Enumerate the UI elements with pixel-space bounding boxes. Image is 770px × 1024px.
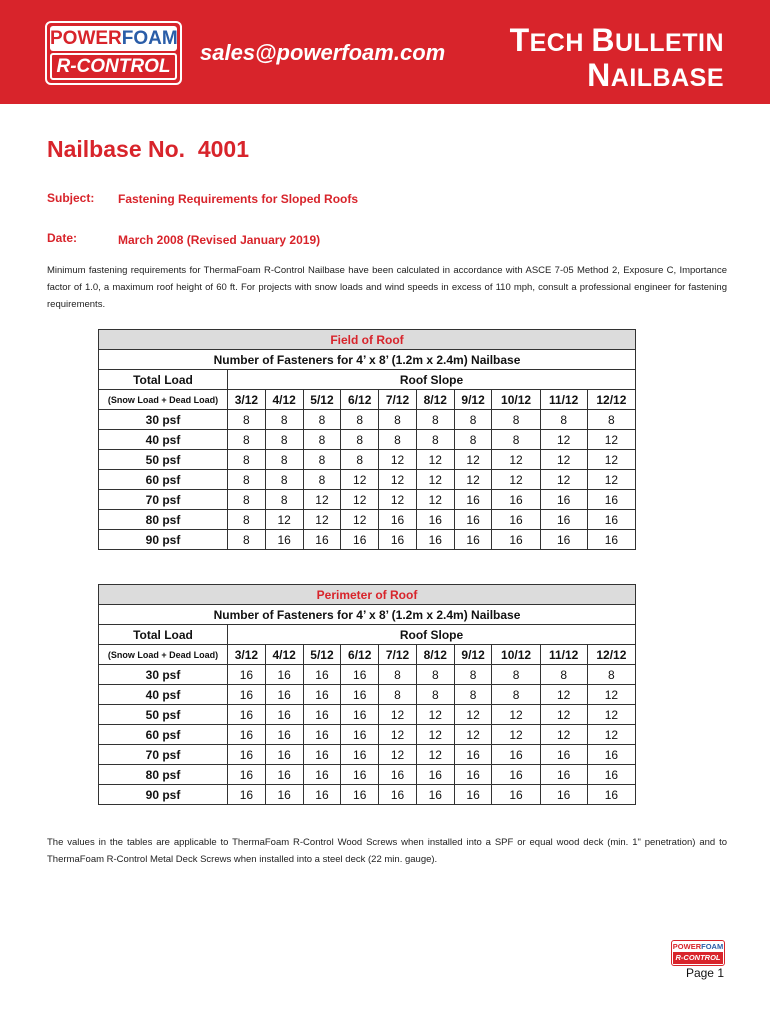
caption-row xyxy=(99,585,636,605)
fastener-count-cell: 12 xyxy=(303,490,341,510)
fastener-count-cell: 8 xyxy=(228,510,266,530)
table-row xyxy=(99,785,636,805)
fastener-count-cell: 12 xyxy=(416,745,454,765)
fastener-count-cell: 16 xyxy=(540,765,587,785)
group-header-row xyxy=(99,625,636,645)
fastener-count-cell: 8 xyxy=(416,410,454,430)
slope-header-cell: 12/12 xyxy=(587,390,635,410)
slope-header-cell: 3/12 xyxy=(228,390,266,410)
fastener-count-cell: 16 xyxy=(492,490,540,510)
footer-logo-power: POWER xyxy=(672,942,702,951)
load-cell: 50 psf xyxy=(99,450,228,470)
date-value: March 2008 (Revised January 2019) xyxy=(118,233,321,247)
fastener-count-cell: 8 xyxy=(379,410,417,430)
perimeter-of-roof-table xyxy=(98,584,636,805)
fastener-count-cell: 16 xyxy=(228,785,266,805)
fastener-count-cell: 16 xyxy=(540,785,587,805)
load-cell: 70 psf xyxy=(99,490,228,510)
table-row xyxy=(99,510,636,530)
fastener-count-cell: 8 xyxy=(228,470,266,490)
table-row xyxy=(99,685,636,705)
fastener-count-cell: 12 xyxy=(587,685,635,705)
slope-header-cell: 3/12 xyxy=(228,645,266,665)
fastener-count-cell: 8 xyxy=(540,410,587,430)
fastener-count-cell: 8 xyxy=(454,430,492,450)
fastener-count-cell: 8 xyxy=(341,410,379,430)
fastener-count-cell: 12 xyxy=(416,450,454,470)
fastener-count-cell: 16 xyxy=(379,785,417,805)
slope-header-cell: 9/12 xyxy=(454,645,492,665)
slope-header-cell: 4/12 xyxy=(265,390,303,410)
fastener-count-cell: 8 xyxy=(416,685,454,705)
fastener-count-cell: 16 xyxy=(587,745,635,765)
field-of-roof-table xyxy=(98,329,636,550)
fastener-count-cell: 12 xyxy=(492,705,540,725)
slope-header-cell: 11/12 xyxy=(540,645,587,665)
fastener-count-cell: 16 xyxy=(303,745,341,765)
fastener-count-cell: 16 xyxy=(540,490,587,510)
fastener-count-cell: 8 xyxy=(228,450,266,470)
fastener-count-cell: 8 xyxy=(228,430,266,450)
fastener-count-cell: 12 xyxy=(379,745,417,765)
table-subtitle: Number of Fasteners for 4’ x 8’ (1.2m x 2.4m) Nailbase xyxy=(99,350,636,370)
table-row xyxy=(99,745,636,765)
fastener-count-cell: 8 xyxy=(492,665,540,685)
powerfoam-logo[interactable] xyxy=(45,21,182,85)
load-cell: 90 psf xyxy=(99,530,228,550)
fastener-count-cell: 16 xyxy=(341,765,379,785)
fastener-count-cell: 16 xyxy=(265,725,303,745)
table-row xyxy=(99,665,636,685)
fastener-count-cell: 16 xyxy=(341,725,379,745)
load-cell: 70 psf xyxy=(99,745,228,765)
fastener-count-cell: 16 xyxy=(492,765,540,785)
fastener-count-cell: 16 xyxy=(492,530,540,550)
fastener-count-cell: 12 xyxy=(492,725,540,745)
roof-slope-header: Roof Slope xyxy=(228,370,636,390)
total-load-header: Total Load xyxy=(99,625,228,645)
fastener-count-cell: 12 xyxy=(416,725,454,745)
fastener-count-cell: 8 xyxy=(265,470,303,490)
fastener-count-cell: 16 xyxy=(416,530,454,550)
bulletin-letter: T xyxy=(509,22,530,58)
bulletin-line-2 xyxy=(510,59,724,94)
fastener-count-cell: 16 xyxy=(454,490,492,510)
fastener-count-cell: 16 xyxy=(587,510,635,530)
table-row xyxy=(99,430,636,450)
fastener-count-cell: 12 xyxy=(341,470,379,490)
table-row xyxy=(99,765,636,785)
logo-foam: FOAM xyxy=(121,28,178,49)
slope-header-cell: 6/12 xyxy=(341,390,379,410)
fastener-count-cell: 8 xyxy=(416,665,454,685)
fastener-count-cell: 16 xyxy=(341,530,379,550)
fastener-count-cell: 16 xyxy=(265,765,303,785)
fastener-count-cell: 16 xyxy=(303,530,341,550)
fastener-count-cell: 16 xyxy=(379,765,417,785)
fastener-count-cell: 8 xyxy=(228,530,266,550)
roof-slope-header: Roof Slope xyxy=(228,625,636,645)
slope-header-cell: 7/12 xyxy=(379,645,417,665)
fastener-count-cell: 8 xyxy=(265,450,303,470)
header-banner xyxy=(0,0,770,104)
fastener-count-cell: 16 xyxy=(303,785,341,805)
fastener-count-cell: 16 xyxy=(454,765,492,785)
fastener-count-cell: 16 xyxy=(341,685,379,705)
fastener-count-cell: 8 xyxy=(379,665,417,685)
table-row xyxy=(99,530,636,550)
fastener-count-cell: 12 xyxy=(540,685,587,705)
slope-header-cell: 6/12 xyxy=(341,645,379,665)
bulletin-text: ECH xyxy=(529,29,592,57)
table-row xyxy=(99,450,636,470)
slope-header-cell: 7/12 xyxy=(379,390,417,410)
fastener-count-cell: 12 xyxy=(341,490,379,510)
load-cell: 30 psf xyxy=(99,665,228,685)
fastener-count-cell: 8 xyxy=(379,430,417,450)
fastener-count-cell: 16 xyxy=(228,725,266,745)
fastener-count-cell: 16 xyxy=(587,530,635,550)
fastener-count-cell: 12 xyxy=(379,450,417,470)
fastener-count-cell: 12 xyxy=(540,430,587,450)
fastener-count-cell: 16 xyxy=(416,510,454,530)
bulletin-text: AILBASE xyxy=(610,64,724,92)
fastener-count-cell: 16 xyxy=(265,530,303,550)
footer-logo xyxy=(671,940,725,966)
fastener-count-cell: 16 xyxy=(303,685,341,705)
fastener-count-cell: 16 xyxy=(587,765,635,785)
fastener-count-cell: 16 xyxy=(228,765,266,785)
table-row xyxy=(99,410,636,430)
fastener-count-cell: 8 xyxy=(454,665,492,685)
table-caption: Perimeter of Roof xyxy=(99,585,636,605)
fastener-count-cell: 8 xyxy=(303,430,341,450)
fastener-count-cell: 16 xyxy=(228,665,266,685)
bulletin-text: ULLETIN xyxy=(614,29,724,57)
slope-header-cell: 11/12 xyxy=(540,390,587,410)
fastener-count-cell: 8 xyxy=(228,410,266,430)
fastener-count-cell: 12 xyxy=(379,470,417,490)
fastener-count-cell: 16 xyxy=(492,510,540,530)
fastener-count-cell: 12 xyxy=(587,430,635,450)
intro-paragraph: Minimum fastening requirements for ThermaFoam R-Control Nailbase have been calculated in accordance with ASCE 7-05 Method 2, Exposure C, Importance factor of 1.0, a maximum roof height of 60 ft. For projects with snow loads and wind speeds in excess of 110 mph, consult a professional engineer for fastening requirements. xyxy=(47,265,727,310)
fastener-count-cell: 8 xyxy=(492,685,540,705)
fastener-count-cell: 8 xyxy=(265,430,303,450)
fastener-count-cell: 12 xyxy=(303,510,341,530)
fastener-count-cell: 12 xyxy=(416,490,454,510)
load-cell: 60 psf xyxy=(99,470,228,490)
fastener-count-cell: 12 xyxy=(587,705,635,725)
table-subtitle: Number of Fasteners for 4’ x 8’ (1.2m x 2.4m) Nailbase xyxy=(99,605,636,625)
table-row xyxy=(99,490,636,510)
fastener-count-cell: 16 xyxy=(540,510,587,530)
fastener-count-cell: 8 xyxy=(454,685,492,705)
slope-header-cell: 5/12 xyxy=(303,645,341,665)
load-cell: 80 psf xyxy=(99,765,228,785)
fastener-count-cell: 12 xyxy=(379,725,417,745)
fastener-count-cell: 16 xyxy=(228,685,266,705)
date-label: Date: xyxy=(47,231,78,245)
load-note: (Snow Load + Dead Load) xyxy=(99,390,228,410)
fastener-count-cell: 16 xyxy=(540,745,587,765)
load-cell: 30 psf xyxy=(99,410,228,430)
fastener-count-cell: 8 xyxy=(341,430,379,450)
fastener-count-cell: 12 xyxy=(454,450,492,470)
slope-header-cell: 12/12 xyxy=(587,645,635,665)
total-load-header: Total Load xyxy=(99,370,228,390)
fastener-count-cell: 16 xyxy=(265,685,303,705)
fastener-count-cell: 8 xyxy=(379,685,417,705)
fastener-count-cell: 8 xyxy=(265,410,303,430)
fastener-count-cell: 8 xyxy=(228,490,266,510)
fastener-count-cell: 8 xyxy=(454,410,492,430)
fastener-count-cell: 16 xyxy=(303,725,341,745)
fastener-count-cell: 12 xyxy=(587,470,635,490)
slope-header-cell: 8/12 xyxy=(416,390,454,410)
fastener-count-cell: 12 xyxy=(540,705,587,725)
subtitle-row xyxy=(99,605,636,625)
fastener-count-cell: 12 xyxy=(540,725,587,745)
fastener-count-cell: 8 xyxy=(492,410,540,430)
subject-value: Fastening Requirements for Sloped Roofs xyxy=(118,192,359,206)
footer-logo-rcontrol: R-CONTROL xyxy=(673,952,723,964)
fastener-count-cell: 16 xyxy=(540,530,587,550)
fastener-count-cell: 16 xyxy=(454,530,492,550)
fastener-count-cell: 12 xyxy=(492,450,540,470)
fastener-count-cell: 16 xyxy=(341,705,379,725)
fastener-count-cell: 16 xyxy=(416,785,454,805)
load-cell: 90 psf xyxy=(99,785,228,805)
fastener-count-cell: 12 xyxy=(454,725,492,745)
group-header-row xyxy=(99,370,636,390)
fastener-count-cell: 12 xyxy=(540,450,587,470)
fastener-count-cell: 16 xyxy=(416,765,454,785)
load-cell: 40 psf xyxy=(99,685,228,705)
slope-header-cell: 8/12 xyxy=(416,645,454,665)
load-cell: 60 psf xyxy=(99,725,228,745)
slope-header-cell: 10/12 xyxy=(492,390,540,410)
logo-power: POWER xyxy=(50,28,122,49)
table-row xyxy=(99,725,636,745)
fastener-count-cell: 16 xyxy=(341,745,379,765)
fastener-count-cell: 8 xyxy=(587,410,635,430)
fastener-count-cell: 16 xyxy=(587,490,635,510)
fastener-count-cell: 16 xyxy=(228,705,266,725)
fastener-count-cell: 16 xyxy=(303,665,341,685)
fastener-count-cell: 8 xyxy=(416,430,454,450)
bulletin-line-1 xyxy=(510,24,724,59)
slope-header-cell: 9/12 xyxy=(454,390,492,410)
fastener-count-cell: 12 xyxy=(416,705,454,725)
tech-bulletin-heading xyxy=(510,24,724,94)
fastener-count-cell: 8 xyxy=(492,430,540,450)
fastener-count-cell: 8 xyxy=(303,470,341,490)
table-row xyxy=(99,705,636,725)
fastener-count-cell: 16 xyxy=(492,745,540,765)
fastener-count-cell: 12 xyxy=(492,470,540,490)
slope-header-cell: 5/12 xyxy=(303,390,341,410)
table-caption: Field of Roof xyxy=(99,330,636,350)
subtitle-row xyxy=(99,350,636,370)
fastener-count-cell: 12 xyxy=(265,510,303,530)
fastener-count-cell: 16 xyxy=(492,785,540,805)
subject-label: Subject: xyxy=(47,191,95,205)
footnote-paragraph: The values in the tables are applicable to ThermaFoam R-Control Wood Screws when installed into a SPF or equal wood deck (min. 1" penetration) and to ThermaFoam R-Control Metal Deck Screws when installed into a steel deck (22 min. gauge). xyxy=(47,837,727,865)
table-row xyxy=(99,470,636,490)
fastener-count-cell: 16 xyxy=(303,765,341,785)
fastener-count-cell: 16 xyxy=(341,665,379,685)
document-title: Nailbase No. 4001 xyxy=(47,136,249,162)
fastener-count-cell: 12 xyxy=(454,705,492,725)
fastener-count-cell: 16 xyxy=(265,665,303,685)
fastener-count-cell: 8 xyxy=(303,450,341,470)
fastener-count-cell: 16 xyxy=(303,705,341,725)
sales-email-link[interactable]: sales@powerfoam.com xyxy=(200,40,446,65)
fastener-count-cell: 8 xyxy=(265,490,303,510)
fastener-count-cell: 16 xyxy=(454,745,492,765)
load-cell: 50 psf xyxy=(99,705,228,725)
footer-logo-foam: FOAM xyxy=(701,942,724,951)
fastener-count-cell: 16 xyxy=(265,745,303,765)
fastener-count-cell: 16 xyxy=(454,785,492,805)
fastener-count-cell: 16 xyxy=(379,510,417,530)
fastener-count-cell: 16 xyxy=(587,785,635,805)
load-cell: 80 psf xyxy=(99,510,228,530)
load-note: (Snow Load + Dead Load) xyxy=(99,645,228,665)
fastener-count-cell: 12 xyxy=(341,510,379,530)
fastener-count-cell: 8 xyxy=(303,410,341,430)
fastener-count-cell: 8 xyxy=(540,665,587,685)
fastener-count-cell: 8 xyxy=(587,665,635,685)
caption-row xyxy=(99,330,636,350)
fastener-count-cell: 12 xyxy=(379,705,417,725)
load-cell: 40 psf xyxy=(99,430,228,450)
fastener-count-cell: 16 xyxy=(341,785,379,805)
fastener-count-cell: 12 xyxy=(587,450,635,470)
fastener-count-cell: 16 xyxy=(265,785,303,805)
slope-header-row xyxy=(99,645,636,665)
fastener-count-cell: 12 xyxy=(416,470,454,490)
bulletin-letter: N xyxy=(587,57,611,93)
fastener-count-cell: 16 xyxy=(454,510,492,530)
fastener-count-cell: 12 xyxy=(540,470,587,490)
slope-header-cell: 4/12 xyxy=(265,645,303,665)
fastener-count-cell: 16 xyxy=(228,745,266,765)
slope-header-row xyxy=(99,390,636,410)
fastener-count-cell: 12 xyxy=(587,725,635,745)
fastener-count-cell: 12 xyxy=(379,490,417,510)
slope-header-cell: 10/12 xyxy=(492,645,540,665)
fastener-count-cell: 12 xyxy=(454,470,492,490)
bulletin-letter: B xyxy=(591,22,615,58)
fastener-count-cell: 8 xyxy=(341,450,379,470)
logo-rcontrol: R-CONTROL xyxy=(50,53,177,80)
fastener-count-cell: 16 xyxy=(265,705,303,725)
fastener-count-cell: 16 xyxy=(379,530,417,550)
page-number: Page 1 xyxy=(685,966,724,980)
footer-logo-wordmark xyxy=(672,941,724,952)
logo-wordmark xyxy=(50,26,177,51)
